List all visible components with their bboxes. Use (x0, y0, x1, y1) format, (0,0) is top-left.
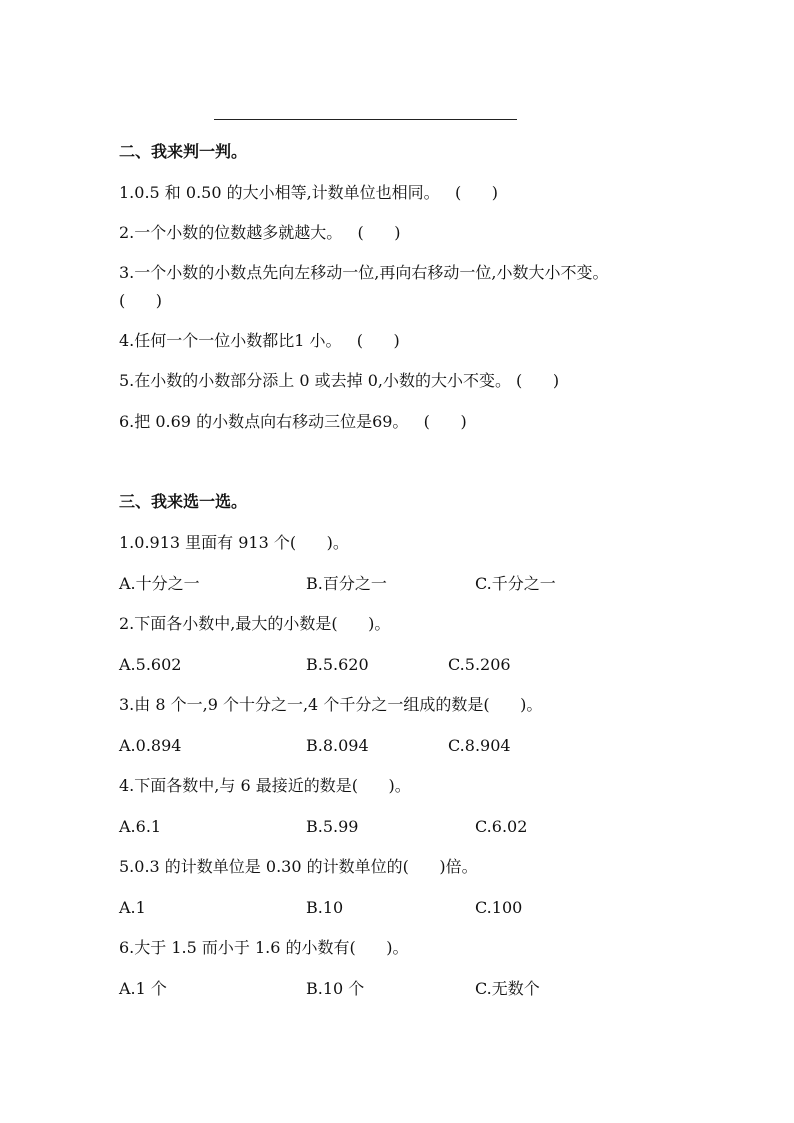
choice-question-5: 5.0.3 的计数单位是 0.30 的计数单位的( )倍。 (119, 857, 478, 876)
section-2-heading: 二、我来判一判。 (119, 142, 248, 161)
choice-2-option-c: C.5.206 (448, 655, 511, 674)
judge-item-4: 4.任何一个一位小数都比1 小。 ( ) (119, 331, 400, 350)
choice-1-option-a: A.十分之一 (119, 574, 200, 593)
choice-2-option-b: B.5.620 (306, 655, 369, 674)
choice-4-option-b: B.5.99 (306, 817, 359, 836)
choice-2-option-a: A.5.602 (119, 655, 182, 674)
choice-6-option-a: A.1 个 (119, 979, 167, 998)
choice-5-option-c: C.100 (475, 898, 523, 917)
choice-6-option-c: C.无数个 (475, 979, 540, 998)
judge-item-3: 3.一个小数的小数点先向左移动一位,再向右移动一位,小数大小不变。 (119, 263, 609, 282)
choice-4-option-a: A.6.1 (119, 817, 162, 836)
choice-question-3: 3.由 8 个一,9 个十分之一,4 个千分之一组成的数是( )。 (119, 695, 543, 714)
choice-3-option-a: A.0.894 (119, 736, 182, 755)
judge-item-5: 5.在小数的小数部分添上 0 或去掉 0,小数的大小不变。 ( ) (119, 371, 560, 390)
section-3-heading: 三、我来选一选。 (119, 492, 248, 511)
choice-3-option-b: B.8.094 (306, 736, 369, 755)
choice-1-option-c: C.千分之一 (475, 574, 556, 593)
choice-question-1: 1.0.913 里面有 913 个( )。 (119, 533, 349, 552)
choice-4-option-c: C.6.02 (475, 817, 528, 836)
choice-5-option-b: B.10 (306, 898, 344, 917)
judge-item-6: 6.把 0.69 的小数点向右移动三位是69。 ( ) (119, 412, 467, 431)
choice-6-option-b: B.10 个 (306, 979, 365, 998)
choice-1-option-b: B.百分之一 (306, 574, 387, 593)
judge-item-2: 2.一个小数的位数越多就越大。 ( ) (119, 223, 401, 242)
judge-item-1: 1.0.5 和 0.50 的大小相等,计数单位也相同。 ( ) (119, 183, 498, 202)
choice-3-option-c: C.8.904 (448, 736, 511, 755)
choice-5-option-a: A.1 (119, 898, 146, 917)
choice-question-2: 2.下面各小数中,最大的小数是( )。 (119, 614, 391, 633)
choice-question-4: 4.下面各数中,与 6 最接近的数是( )。 (119, 776, 411, 795)
choice-question-6: 6.大于 1.5 而小于 1.6 的小数有( )。 (119, 938, 409, 957)
top-divider-line (214, 119, 517, 120)
judge-item-3-bracket: ( ) (119, 291, 162, 310)
